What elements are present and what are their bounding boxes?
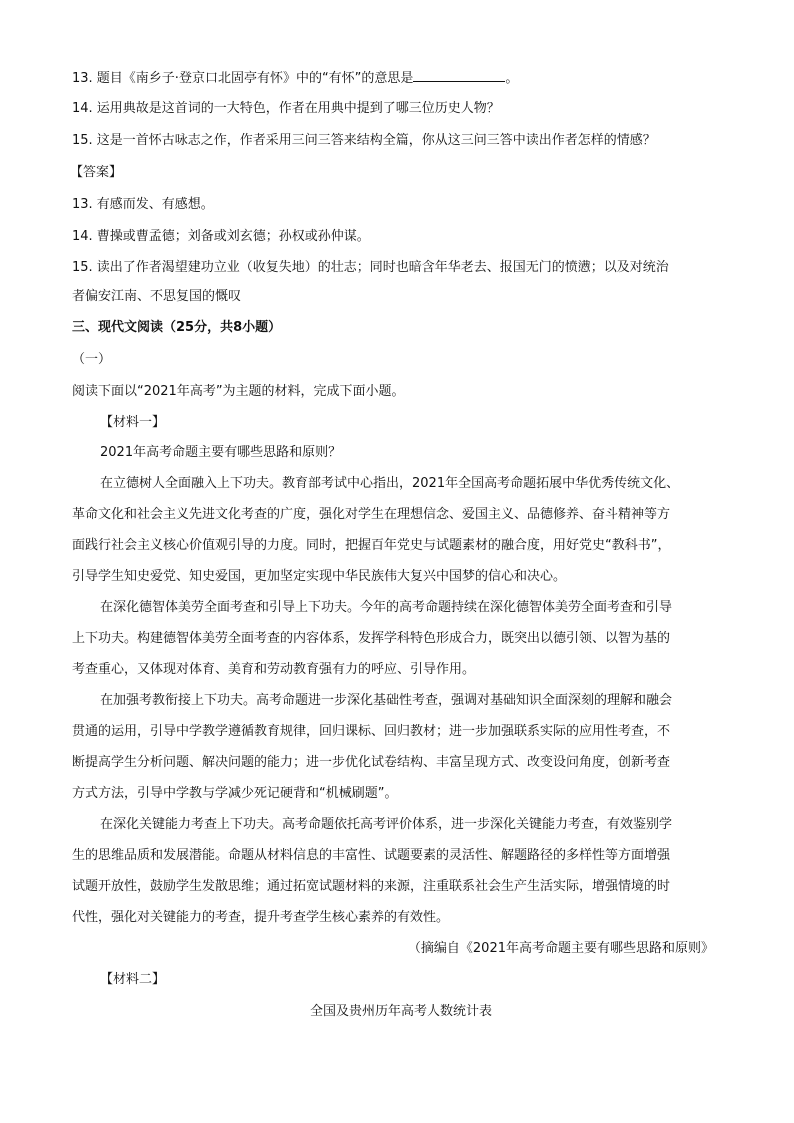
answer-heading: 【答案】 (70, 165, 123, 180)
paragraph-1-line: 在立德树人全面融入上下功夫。教育部考试中心指出，2021年全国高考命题拓展中华优秀传统文化、 (100, 476, 680, 491)
paragraph-4-line: 试题开放性，鼓励学生发散思维；通过拓宽试题材料的来源，注重联系社会生产生活实际，增强情境的时 (72, 879, 671, 894)
question-15: 15. 这是一首怀古咏志之作，作者采用三问三答来结构全篇，你从这三问三答中读出作者怎样的情感？ (72, 133, 656, 148)
paragraph-2-line: 上下功夫。构建德智体美劳全面考查的内容体系，发挥学科特色形成合力，既突出以德引领、以智为基的 (72, 631, 671, 646)
paragraph-3-line: 方式方法，引导中学教与学减少死记硬背和“机械刷题”。 (72, 786, 398, 801)
paragraph-4-line: 代性，强化对关键能力的考查，提升考查学生核心素养的有效性。 (72, 910, 450, 925)
answer-14: 14. 曹操或曹孟德；刘备或刘玄德；孙权或孙仲谋。 (72, 229, 370, 244)
paragraph-3-line: 贯通的运用，引导中学教学遵循教育规律，回归课标、回归教材；进一步加强联系实际的应用性考查，不 (72, 724, 671, 739)
section-title: 三、现代文阅读（25分，共8小题） (72, 320, 282, 335)
paragraph-3-line: 在加强考教衔接上下功夫。高考命题进一步深化基础性考查，强调对基础知识全面深刻的理解和融会 (100, 693, 673, 708)
paragraph-1-line: 引导学生知史爱党、知史爱国，更加坚定实现中华民族伟大复兴中国梦的信心和决心。 (72, 569, 567, 584)
paragraph-2-line: 在深化德智体美劳全面考查和引导上下功夫。今年的高考命题持续在深化德智体美劳全面考查和引导 (100, 600, 673, 615)
question-13-suffix: 。 (505, 71, 519, 86)
paragraph-4-line: 在深化关键能力考查上下功夫。高考命题依托高考评价体系，进一步深化关键能力考查，有效鉴别学 (100, 817, 673, 832)
question-14: 14. 运用典故是这首词的一大特色，作者在用典中提到了哪三位历史人物？ (72, 101, 500, 116)
paragraph-1-line: 面践行社会主义核心价值观引导的力度。同时，把握百年党史与试题素材的融合度，用好党史“教科书”， (72, 538, 671, 553)
table-title: 全国及贵州历年高考人数统计表 (310, 1004, 493, 1019)
material-2-label: 【材料二】 (100, 972, 166, 987)
material-1-label: 【材料一】 (100, 415, 166, 430)
material-1-source: （摘编自《2021年高考命题主要有哪些思路和原则》 (407, 941, 714, 956)
section-part: （一） (72, 352, 112, 367)
answer-15-line2: 者偏安江南、不思复国的慨叹 (72, 289, 242, 304)
paragraph-2-line: 考查重心，又体现对体育、美育和劳动教育强有力的呼应、引导作用。 (72, 662, 476, 677)
answer-13: 13. 有感而发、有感想。 (72, 197, 214, 212)
answer-15-line1: 15. 读出了作者渴望建功立业（收复失地）的壮志；同时也暗含年华老去、报国无门的愤懑；以及对统治 (72, 260, 669, 275)
section-intro: 阅读下面以“2021年高考”为主题的材料，完成下面小题。 (72, 384, 405, 399)
paragraph-3-line: 断提高学生分析问题、解决问题的能力；进一步优化试卷结构、丰富呈现方式、改变设问角度，创新考查 (72, 755, 671, 770)
paragraph-1-line: 革命文化和社会主义先进文化考查的广度，强化对学生在理想信念、爱国主义、品德修养、奋斗精神等方 (72, 507, 671, 522)
material-1-heading: 2021年高考命题主要有哪些思路和原则？ (100, 445, 342, 460)
paragraph-4-line: 生的思维品质和发展潜能。命题从材料信息的丰富性、试题要素的灵活性、解题路径的多样性等方面增强 (72, 848, 671, 863)
question-13 (72, 67, 518, 89)
answer-blank[interactable] (413, 67, 505, 82)
question-13-text: 13. 题目《南乡子·登京口北固亭有怀》中的“有怀”的意思是 (72, 71, 414, 86)
